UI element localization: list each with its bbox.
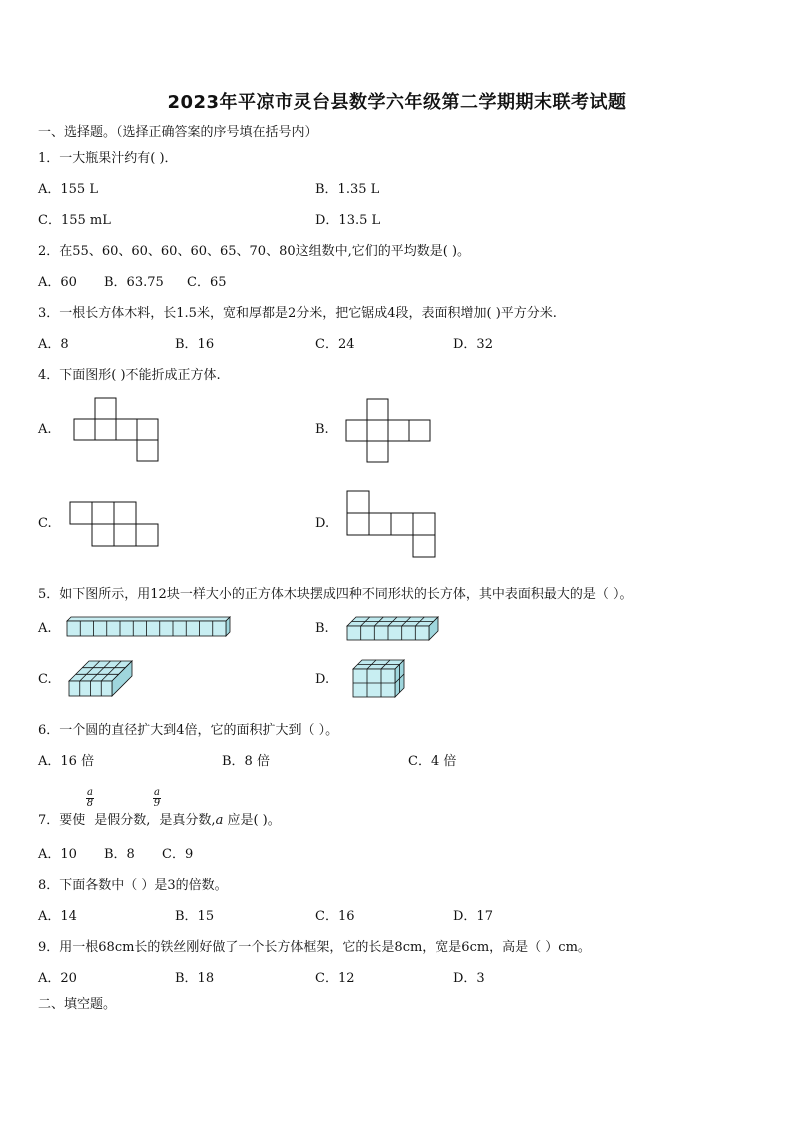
q8-option-c: C．16 — [315, 909, 355, 924]
q7-stem-d: 应是( )。 — [223, 813, 281, 828]
q5-option-a: A. — [38, 621, 52, 636]
q9-option-d: D．3 — [453, 971, 485, 986]
q7-fraction-2-numerator: a — [154, 787, 160, 798]
section-heading-choice: 一、选择题。（选择正确答案的序号填在括号内） — [38, 125, 318, 140]
question-5: 5．如下图所示，用12块一样大小的正方体木块摆成四种不同形状的长方体，其中表面积最大的是（ ）。 — [38, 587, 633, 602]
q4-option-d: D. — [315, 516, 330, 531]
cuboid-figure-c — [68, 660, 134, 698]
question-2: 2．在55、60、60、60、60、65、70、80这组数中,它们的平均数是( )。 — [38, 244, 471, 259]
q1-option-b: B．1.35 L — [315, 182, 380, 197]
q5-option-c: C. — [38, 672, 52, 687]
q7-stem-a: 7．要使 — [38, 813, 86, 828]
net-figure-d — [346, 490, 438, 558]
q2-option-a: A．60 — [38, 275, 77, 290]
q8-option-a: A．14 — [38, 909, 77, 924]
q3-option-c: C．24 — [315, 337, 355, 352]
q7-stem-c: 是真分数, — [159, 813, 216, 828]
q2-option-b: B．63.75 — [104, 275, 164, 290]
net-figure-c — [69, 501, 161, 547]
q6-option-a: A．16 倍 — [38, 754, 95, 769]
question-3: 3．一根长方体木料，长1.5米，宽和厚都是2分米，把它锯成4段，表面积增加( )平方分米. — [38, 306, 557, 321]
q7-option-a: A．10 — [38, 847, 77, 862]
net-figure-b — [345, 398, 433, 464]
q4-option-a: A. — [38, 422, 52, 437]
q7-variable: a — [215, 813, 224, 828]
q9-option-a: A．20 — [38, 971, 77, 986]
q1-option-a: A．155 L — [38, 182, 98, 197]
q1-option-c: C．155 mL — [38, 213, 111, 228]
q8-option-d: D．17 — [453, 909, 493, 924]
q7-fraction-2-denominator: 9 — [153, 798, 161, 809]
q4-option-b: B. — [315, 422, 329, 437]
section-heading-fill-blank: 二、填空题。 — [38, 997, 117, 1012]
question-4: 4．下面图形( )不能折成正方体. — [38, 368, 221, 383]
q4-option-c: C. — [38, 516, 52, 531]
q7-fraction-1-denominator: 8 — [86, 798, 94, 809]
net-figure-a — [73, 397, 161, 463]
page-title: 2023年平凉市灵台县数学六年级第二学期期末联考试题 — [167, 92, 627, 113]
cuboid-figure-a — [66, 616, 232, 638]
q9-option-b: B．18 — [175, 971, 215, 986]
q7-fraction-1 — [86, 788, 94, 809]
cuboid-figure-d — [352, 659, 406, 699]
q7-fraction-1-numerator: a — [87, 787, 93, 798]
q6-option-b: B．8 倍 — [222, 754, 270, 769]
q6-option-c: C．4 倍 — [408, 754, 457, 769]
q3-option-d: D．32 — [453, 337, 493, 352]
question-7 — [38, 809, 281, 828]
q5-option-d: D. — [315, 672, 330, 687]
q7-option-b: B．8 — [104, 847, 135, 862]
q5-option-b: B. — [315, 621, 329, 636]
cuboid-figure-b — [346, 616, 440, 642]
question-6: 6．一个圆的直径扩大到4倍，它的面积扩大到（ ）。 — [38, 723, 339, 738]
q2-option-c: C．65 — [187, 275, 227, 290]
question-9: 9．用一根68cm长的铁丝刚好做了一个长方体框架，它的长是8cm，宽是6cm，高是（ ）cm。 — [38, 940, 591, 955]
q3-option-a: A．8 — [38, 337, 69, 352]
q8-option-b: B．15 — [175, 909, 215, 924]
question-1: 1．一大瓶果汁约有( )． — [38, 151, 178, 166]
q7-option-c: C．9 — [162, 847, 194, 862]
q7-stem-b: 是假分数, — [94, 813, 151, 828]
question-8: 8．下面各数中（ ）是3的倍数。 — [38, 878, 228, 893]
q7-fraction-2 — [153, 788, 161, 809]
q9-option-c: C．12 — [315, 971, 355, 986]
q3-option-b: B．16 — [175, 337, 215, 352]
q1-option-d: D．13.5 L — [315, 213, 381, 228]
